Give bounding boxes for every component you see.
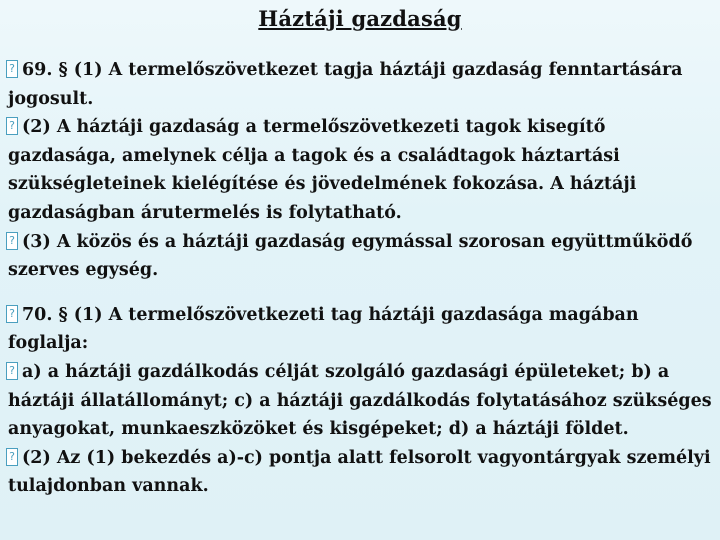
paragraph-text: (2) Az (1) bekezdés a)-c) pontja alatt felsorolt vagyontárgyak személyi tulajdonban vannak. [8,447,711,497]
slide-title: Háztáji gazdaság [258,6,462,31]
bullet-icon: ? [6,448,18,466]
bullet-icon: ? [6,305,18,323]
paragraph-70-2 [8,444,714,501]
paragraph-text: (3) A közös és a háztáji gazdaság egymással szorosan együttműködő szerves egység. [8,231,693,281]
paragraph-text: a) a háztáji gazdálkodás célját szolgáló gazdasági épületeket; b) a háztáji állatállományt; c) a háztáji gazdálkodás folytatásához szükséges anyagokat, munkaeszközöket és kisgépeket; d) a háztáji földet. [8,361,712,440]
paragraph-text: 70. § (1) A termelőszövetkezeti tag háztáji gazdasága magában foglalja: [8,304,639,354]
paragraph-69-1 [8,56,714,113]
paragraph-69-3 [8,228,714,285]
bullet-icon: ? [6,60,18,78]
bullet-icon: ? [6,232,18,250]
paragraph-text: 69. § (1) A termelőszövetkezet tagja háztáji gazdaság fenntartására jogosult. [8,60,683,109]
paragraph-text: (2) A háztáji gazdaság a termelőszövetkezeti tagok kisegítő gazdasága, amelynek célja a tagok és a családtagok háztartási szükségleteinek kielégítése és jövedelmének fokozása. A háztáji gazdaságban árutermelés is folytatható. [8,117,637,223]
paragraph-70-list [8,358,714,444]
paragraph-70-1 [8,301,714,358]
slide-body [8,56,714,501]
paragraph-69-2 [8,113,714,227]
bullet-icon: ? [6,362,18,380]
bullet-icon: ? [6,117,18,135]
